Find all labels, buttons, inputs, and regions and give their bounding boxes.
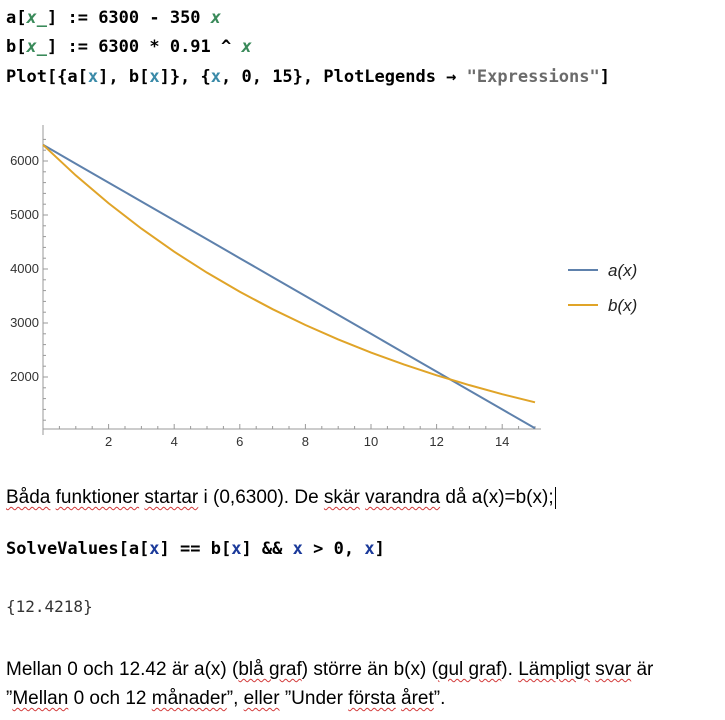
spell-word: året [401,688,434,709]
x-tick-label: 6 [236,434,244,449]
code-text: := [57,8,99,28]
y-tick-label: 5000 [10,207,39,222]
input-cell-a[interactable]: a[x_] := 6300 - 350 x [6,8,222,28]
code-variable: x [241,37,252,57]
spell-word: funktioner [55,487,140,508]
spell-word: gul graf [437,659,502,680]
input-cell-b[interactable]: b[x_] := 6300 * 0.91 ^ x [6,37,252,57]
spell-word: Lämpligt [518,659,591,680]
code-variable: x [149,539,160,559]
x-tick-label: 14 [494,434,510,449]
spell-word: Mellan [12,688,69,709]
code-text: > 0, [302,539,365,559]
code-variable: x [231,539,242,559]
code-text: ], b[ [98,67,150,87]
input-cell-plot[interactable] [6,66,610,88]
x-axis [59,424,535,449]
code-string: "Expressions" [466,67,600,87]
y-tick-label: 3000 [10,315,39,330]
code-text: SolveValues[a[ [6,539,150,559]
x-tick-label: 10 [363,434,379,449]
plot-legend [568,261,637,315]
spell-word: första [348,688,396,709]
code-text: , 0, 15}, PlotLegends → [221,67,467,87]
code-text: := [57,37,99,57]
text-run: då a(x)=b(x); [440,487,554,508]
spell-word: skär [323,487,360,508]
code-text: b [6,37,17,57]
text-cursor [555,487,556,509]
code-variable: x [210,8,222,28]
plot-output[interactable] [0,118,725,453]
text-run: ”, [226,688,244,709]
code-text: 6300 * 0.91 ^ [98,37,242,57]
x-tick-label: 8 [301,434,310,449]
text-run: ”Under [279,688,349,709]
plot-series [43,145,535,429]
code-pattern: x_ [26,8,47,28]
spell-word: startar [144,487,199,508]
code-variable: x [149,67,160,87]
series-line-b [43,145,535,403]
code-text: ] && [241,539,293,559]
text-run: Mellan 0 och 12.42 är a(x) ( [6,659,239,680]
spell-word: eller [243,688,280,709]
code-text: ]}, { [159,67,211,87]
output-cell-result: {12.4218} [6,597,93,616]
code-variable: x [210,67,222,87]
text-cell-1[interactable] [6,483,556,512]
spell-word: blå graf [238,659,302,680]
code-text: ] == b[ [159,539,232,559]
text-run: 0 och 12 [68,688,152,709]
x-tick-label: 4 [170,434,178,449]
code-text: ] [374,539,385,559]
x-tick-label: 2 [104,434,113,449]
spell-word: Båda [6,487,51,508]
input-cell-solve[interactable] [6,538,385,560]
spell-word: svar [595,659,632,680]
series-line-a [43,145,535,429]
text-run: ). [501,659,519,680]
code-pattern: x_ [26,37,47,57]
code-variable: x [364,539,375,559]
legend-label: a(x) [608,261,638,280]
text-run: i (0,6300). De [198,487,324,508]
x-tick-label: 12 [429,434,444,449]
code-text: Plot[{a[ [6,67,88,87]
y-tick-label: 4000 [10,261,39,276]
y-tick-label: 2000 [10,369,39,384]
spell-word: varandra [365,487,441,508]
code-text: 6300 - 350 [98,8,211,28]
text-run: ”. [433,688,446,709]
code-text: ] [599,67,610,87]
text-run: är [631,659,654,680]
text-run: ) större än b(x) ( [301,659,438,680]
code-text: a [6,8,17,28]
code-variable: x [87,67,99,87]
text-cell-2[interactable] [6,655,653,713]
y-axis [10,139,48,420]
spell-word: månader [151,688,227,709]
y-tick-label: 6000 [10,153,39,168]
legend-label: b(x) [608,296,638,315]
text-run: ” [6,688,13,709]
code-variable: x [292,539,303,559]
